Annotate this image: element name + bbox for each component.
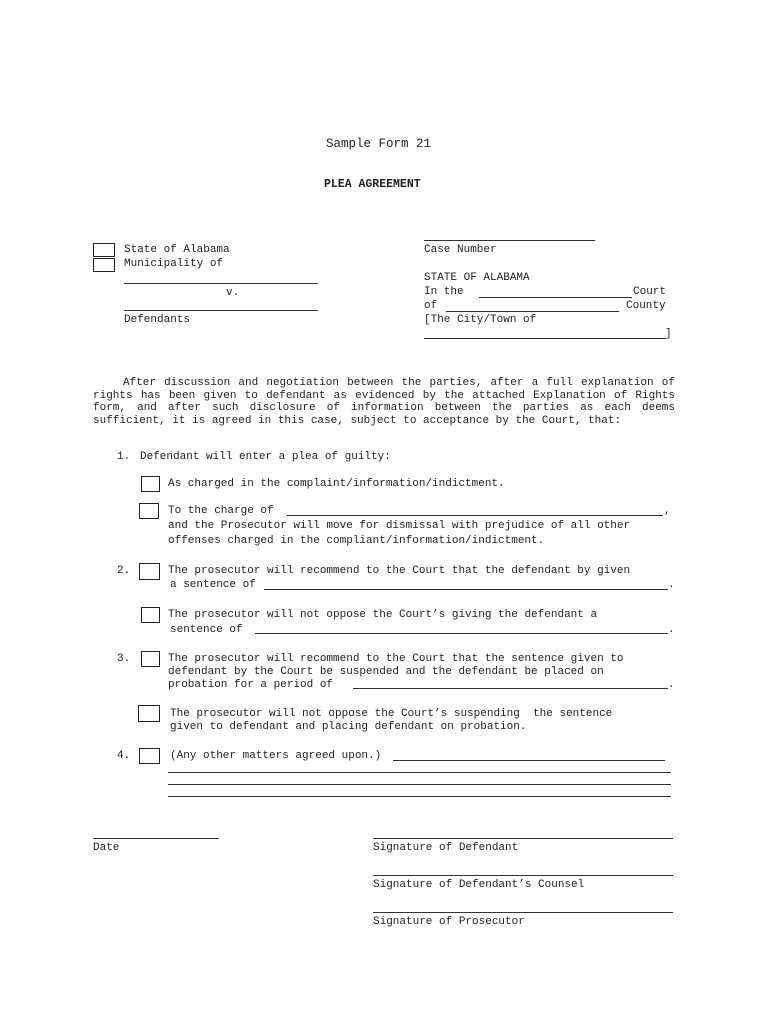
prosecutor-signature-label: Signature of Prosecutor [373, 916, 525, 928]
item-1-as-charged-label: As charged in the complaint/information/indictment. [168, 478, 505, 490]
in-the-label: In the [424, 286, 464, 298]
form-number: Sample Form 21 [326, 137, 432, 151]
court-name-line[interactable] [479, 297, 632, 298]
plaintiff-name-line[interactable] [124, 283, 318, 284]
city-town-label: [The City/Town of [424, 314, 537, 326]
of-label: of [424, 300, 438, 312]
item-2-not-oppose-checkbox[interactable] [141, 607, 160, 623]
item-3-probation-line[interactable] [353, 688, 668, 689]
item-3-not-oppose-text-2: given to defendant and placing defendant on probation. [170, 721, 527, 733]
item-1-charge-line[interactable] [287, 515, 663, 516]
item-2-recommend-text: The prosecutor will recommend to the Court that the defendant by given [168, 565, 631, 577]
defendant-signature-line[interactable] [373, 838, 673, 839]
item-3-suspend-text-2: defendant by the Court be suspended and the defendant be placed on [168, 666, 604, 678]
item-1-number: 1. [117, 451, 131, 463]
county-label: County [626, 300, 666, 312]
item-2-not-oppose-sentence-line[interactable] [255, 633, 668, 634]
item-1-lesser-charge-checkbox[interactable] [139, 503, 159, 519]
municipality-label: Municipality of [124, 258, 224, 270]
close-bracket: ] [665, 328, 672, 340]
item-4-line-1[interactable] [393, 760, 665, 761]
item-3-suspend-text-1: The prosecutor will recommend to the Court that the sentence given to [168, 653, 624, 665]
item-2-recommend-period: . [668, 579, 675, 591]
item-1-offenses-line: offenses charged in the compliant/information/indictment. [168, 535, 545, 547]
county-name-line[interactable] [446, 311, 619, 312]
defendants-label: Defendants [124, 314, 191, 326]
item-3-period: . [668, 679, 675, 691]
item-4-other-text: (Any other matters agreed upon.) [170, 750, 382, 762]
item-2-sentence-label: a sentence of [170, 579, 256, 591]
versus-label: v. [226, 287, 240, 299]
item-3-not-oppose-text-1: The prosecutor will not oppose the Court’s suspending the sentence [170, 708, 613, 720]
item-2-recommend-checkbox[interactable] [139, 563, 160, 580]
counsel-signature-label: Signature of Defendant’s Counsel [373, 879, 585, 891]
item-1-heading: Defendant will enter a plea of guilty: [140, 451, 391, 463]
municipality-checkbox[interactable] [93, 258, 115, 272]
item-2-recommend-sentence-line[interactable] [264, 589, 668, 590]
counsel-signature-line[interactable] [373, 875, 673, 876]
intro-paragraph: After discussion and negotiation between the parties, after a full explanation of rights has been given to defendant as evidenced by the attached Explanation of Rights form, and after such disclosure of information between the parties as each deems sufficient, it is agreed in this case, subject to acceptance by the Court, that: [93, 377, 675, 427]
item-1-dismissal-line: and the Prosecutor will move for dismissal with prejudice of all other [168, 520, 631, 532]
defendant-signature-label: Signature of Defendant [373, 842, 519, 854]
item-3-number: 3. [117, 653, 131, 665]
item-1-as-charged-checkbox[interactable] [141, 476, 160, 492]
item-4-line-4[interactable] [168, 796, 671, 797]
item-4-number: 4. [117, 750, 131, 762]
item-3-not-oppose-checkbox[interactable] [138, 705, 160, 722]
state-of-alabama-label: State of Alabama [124, 244, 230, 256]
item-4-other-checkbox[interactable] [139, 748, 160, 764]
case-number-label: Case Number [424, 244, 497, 256]
defendant-name-line[interactable] [124, 310, 318, 311]
page-title: PLEA AGREEMENT [324, 178, 421, 191]
item-4-line-3[interactable] [168, 784, 671, 785]
date-line[interactable] [93, 838, 219, 839]
state-heading: STATE OF ALABAMA [424, 272, 530, 284]
state-of-alabama-checkbox[interactable] [93, 243, 115, 257]
item-2-not-oppose-period: . [668, 624, 675, 636]
case-number-line[interactable] [424, 240, 595, 241]
item-3-suspend-checkbox[interactable] [141, 651, 160, 667]
item-2-not-oppose-text: The prosecutor will not oppose the Court’s giving the defendant a [168, 609, 598, 621]
item-3-probation-label: probation for a period of [168, 679, 334, 691]
date-label: Date [93, 842, 120, 854]
item-1-charge-comma: , [664, 505, 671, 517]
court-label: Court [633, 286, 667, 298]
item-1-charge-prefix: To the charge of [168, 505, 274, 517]
prosecutor-signature-line[interactable] [373, 912, 673, 913]
item-2-number: 2. [117, 565, 131, 577]
city-town-line[interactable] [424, 338, 666, 339]
item-2-not-oppose-sentence-label: sentence of [170, 624, 243, 636]
item-4-line-2[interactable] [168, 772, 671, 773]
